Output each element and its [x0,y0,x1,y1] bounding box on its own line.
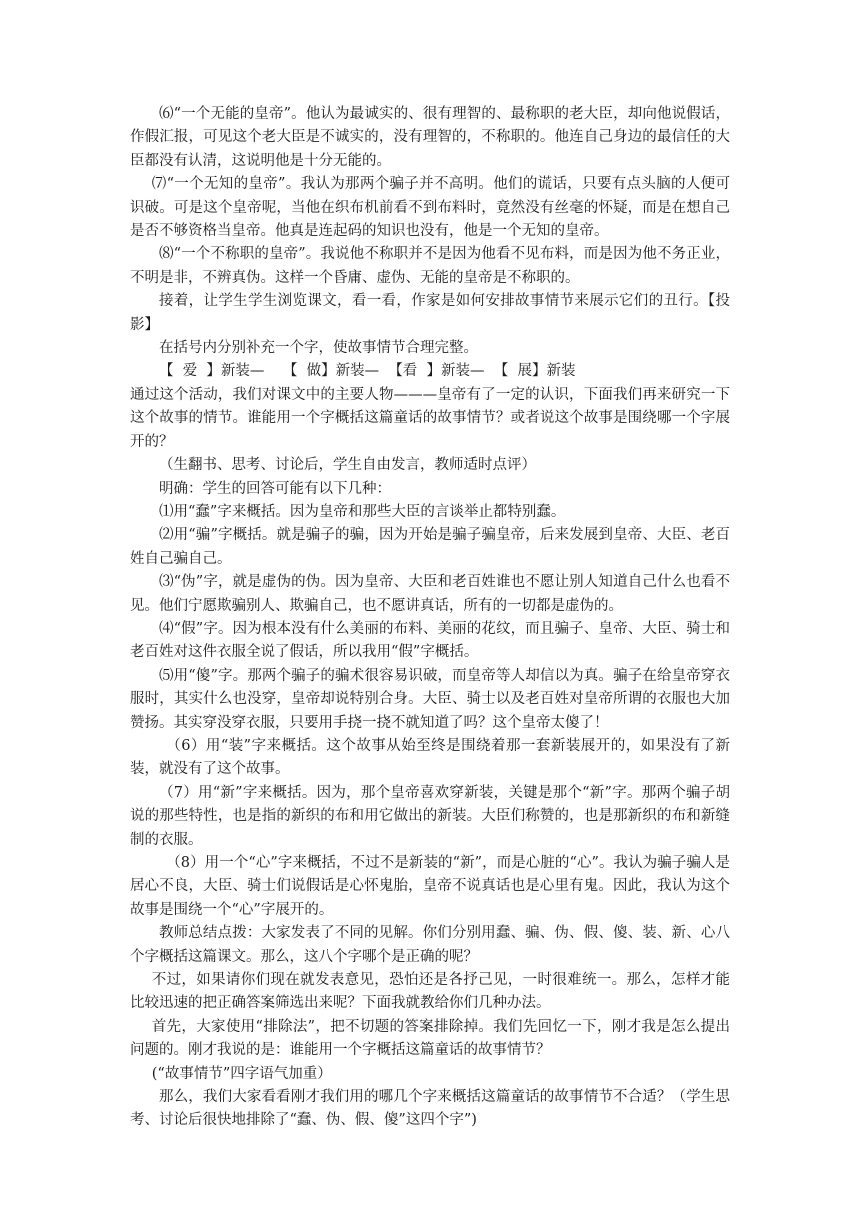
fill-in-blanks-row: 【 爱 】新装— 【 做】新装— 【看 】新装— 【 展】新装 [159,363,576,380]
answer-1-stupid: ⑴用“蠢”字来概括。因为皇帝和那些大臣的言谈举止都特别蠢。 [159,503,566,520]
answer-8-heart: （8）用一个“心”字来概括，不过不是新装的“新”，而是心脏的“心”。我认为骗子骗人是居心不良，大臣、骑士们说假话是心怀鬼胎，皇帝不说真话也是心里有鬼。因此，我认为这个故事是围绕一个“心”字展开的。 [130,855,730,918]
paragraph-clarify: 明确：学生的回答可能有以下几种： [159,480,391,497]
paragraph-student-discussion: （生翻书、思考、讨论后，学生自由发言，教师适时点评） [159,457,536,474]
answer-7-new: （7）用“新”字来概括。因为，那个皇帝喜欢穿新装，关键是那个“新”字。那两个骗子胡说的那些特性，也是指的新织的布和用它做出的新装。大臣们称赞的，也是那新织的布和新缝制的衣服。 [130,784,730,848]
paragraph-6-incompetent-emperor: ⑹“一个无能的皇帝”。他认为最诚实的、很有理智的、最称职的老大臣，却向他说假话，作假汇报，可见这个老大臣是不诚实的，没有理智的，不称职的。他连自己身边的最信任的大臣都没有认清，这说明他是十分无能的。 [130,106,730,169]
paragraph-final-question: 那么，我们大家看看刚才我们用的哪几个字来概括这篇童话的故事情节不合适？（学生思考、讨论后很快地排除了“蠢、伪、假、傻”这四个字”) [130,1089,730,1129]
document-page [130,103,730,1133]
answer-5-foolish: ⑸用“傻”字。那两个骗子的骗术很容易识破，而皇帝等人却信以为真。骗子在给皇帝穿衣服时，其实什么也没穿，皇帝却说特别合身。大臣、骑士以及老百姓对皇帝所谓的衣服也大加赞扬。其实穿没穿衣服，只要用手挠一挠不就知道了吗？这个皇帝太傻了！ [130,667,730,731]
paragraph-methods: 不过，如果请你们现在就发表意见，恐怕还是各抒己见，一时很难统一。那么，怎样才能比较迅速的把正确答案筛选出来呢？下面我就教给你们几种办法。 [130,972,730,1012]
answer-4-fake: ⑷“假”字。因为根本没有什么美丽的布料、美丽的花纹，而且骗子、皇帝、大臣、骑士和老百姓对这件衣服全说了假话，所以我用“假”字概括。 [130,620,730,661]
answer-2-deceive: ⑵用“骗”字概括。就是骗子的骗，因为开始是骗子骗皇帝，后来发展到皇帝、大臣、老百姓自己骗自己。 [130,527,730,567]
paragraph-emphasis-note: (“故事情节”四字语气加重） [151,1065,332,1082]
paragraph-browse-text: 接着，让学生学生浏览课文，看一看，作家是如何安排故事情节来展示它们的丑行。【投影】 [130,293,730,333]
paragraph-8-unqualified-emperor: ⑻“一个不称职的皇帝”。我说他不称职并不是因为他看不见布料，而是因为他不务正业，不明是非，不辨真伪。这样一个昏庸、虚伪、无能的皇帝是不称职的。 [130,246,730,286]
paragraph-teacher-summary: 教师总结点拨：大家发表了不同的见解。你们分别用蠢、骗、伪、假、傻、装、新、心八个字概括这篇课文。那么，这八个字哪个是正确的呢？ [130,925,730,965]
paragraph-elimination: 首先，大家使用“排除法”，把不切题的答案排除掉。我们先回忆一下，刚才我是怎么提出问题的。刚才我说的是：谁能用一个字概括这篇童话的故事情节？ [130,1018,730,1059]
paragraph-7-ignorant-emperor: ⑺“一个无知的皇帝”。我认为那两个骗子并不高明。他们的谎话，只要有点头脑的人便可识破。可是这个皇帝呢，当他在织布机前看不到布料时，竟然没有丝毫的怀疑，而是在想自己是否不够资格当皇帝。他真是连起码的知识也没有，他是一个无知的皇帝。 [130,176,730,240]
answer-3-false: ⑶“伪”字，就是虚伪的伪。因为皇帝、大臣和老百姓谁也不愿让别人知道自己什么也看不见。他们宁愿欺骗别人、欺骗自己，也不愿讲真话，所有的一切都是虚伪的。 [130,574,730,614]
paragraph-plot-question: 通过这个活动，我们对课文中的主要人物———皇帝有了一定的认识，下面我们再来研究一下这个故事的情节。谁能用一个字概括这篇童话的故事情节？或者说这个故事是围绕哪一个字展开的？ [130,386,730,450]
paragraph-fill-instruction: 在括号内分别补充一个字，使故事情节合理完整。 [159,340,478,357]
answer-6-clothes: （6）用“装”字来概括。这个故事从始至终是围绕着那一套新装展开的，如果没有了新装，就没有了这个故事。 [130,737,730,778]
